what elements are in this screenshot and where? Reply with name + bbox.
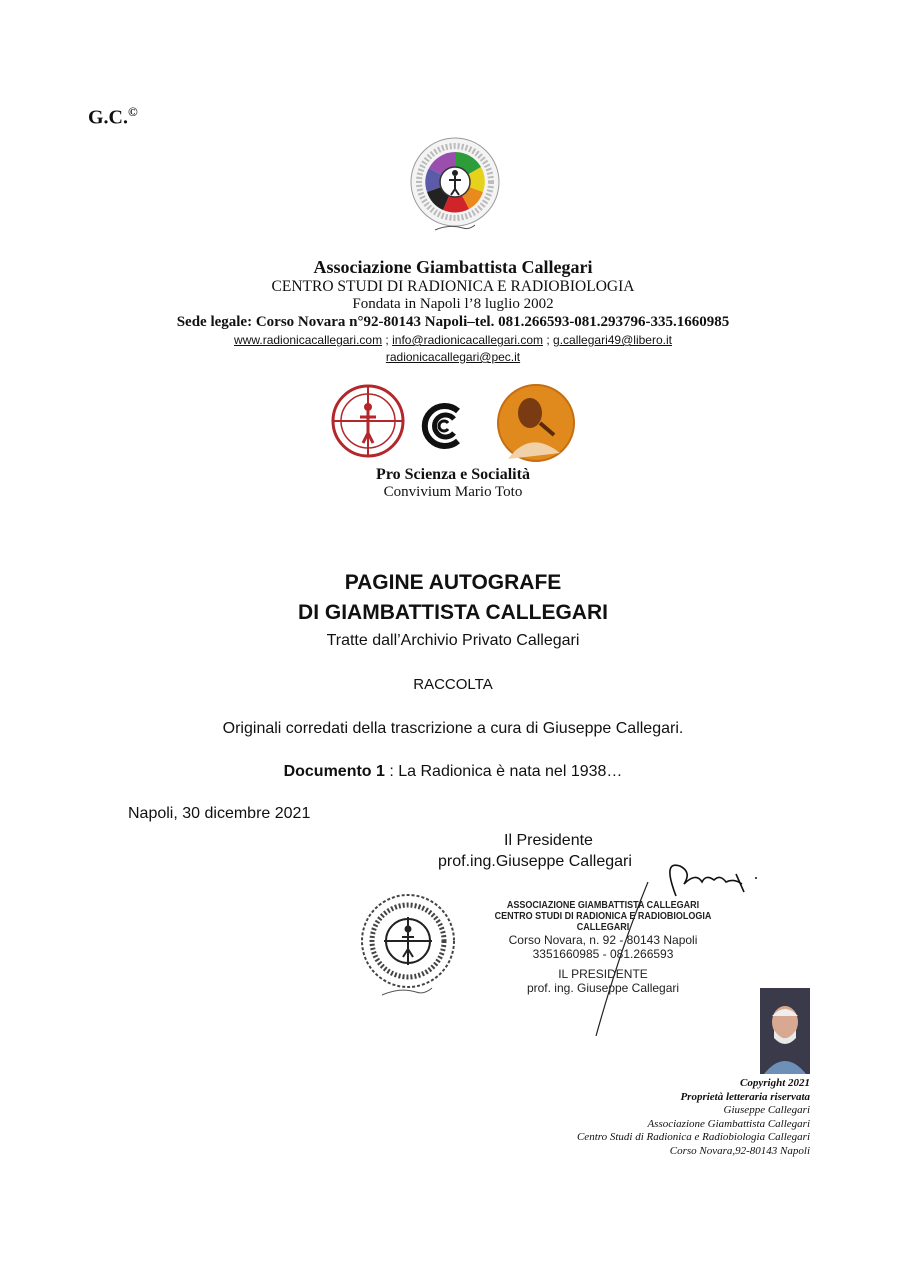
- document-subtitle: Tratte dall’Archivio Privato Callegari: [326, 632, 580, 649]
- personal-email-link[interactable]: g.callegari49@libero.it: [553, 333, 672, 347]
- portrait-photo-icon: [760, 988, 810, 1074]
- document-date: Napoli, 30 dicembre 2021: [128, 805, 311, 822]
- association-stamp: [463, 900, 743, 995]
- gc-mark-text: G.C.: [88, 106, 128, 129]
- originali-line: Originali corredati della trascrizione a cura di Giuseppe Callegari.: [222, 720, 684, 737]
- copyright-line-6: Corso Novara,92-80143 Napoli: [669, 1144, 810, 1157]
- stamp-logo-icon: [352, 889, 464, 1006]
- association-links: [0, 333, 906, 347]
- gc-mark: [88, 104, 138, 130]
- website-link[interactable]: www.radionicacallegari.com: [234, 333, 383, 347]
- association-logo-icon: [403, 132, 507, 245]
- stamp-line-2: CENTRO STUDI DI RADIONICA E RADIOBIOLOGIA CALLEGARI: [494, 911, 712, 933]
- pec-email-link[interactable]: radionicacallegari@pec.it: [385, 350, 521, 364]
- stamp-line-3: Corso Novara, n. 92 - 80143 Napoli: [508, 933, 698, 947]
- association-address: Sede legale: Corso Novara n°92-80143 Napoli–tel. 081.266593-081.293796-335.1660985: [176, 314, 730, 330]
- association-name: Associazione Giambattista Callegari: [313, 257, 593, 277]
- copyright-line-5: Centro Studi di Radionica e Radiobiologia Callegari: [576, 1131, 810, 1143]
- pro-scienza-label: Pro Scienza e Socialità: [376, 466, 530, 483]
- copyright-line-4: Associazione Giambattista Callegari: [647, 1117, 810, 1130]
- copyright-line-2: Proprietà letteraria riservata: [680, 1090, 810, 1103]
- badges-row: [330, 383, 580, 473]
- copyright-block: [520, 1077, 810, 1158]
- documento-label: Documento 1: [283, 763, 385, 780]
- copyright-symbol: ©: [128, 104, 138, 119]
- president-role: Il Presidente: [504, 832, 593, 849]
- stamp-line-4: 3351660985 - 081.266593: [532, 947, 674, 961]
- document-title-line2: DI GIAMBATTISTA CALLEGARI: [298, 601, 608, 624]
- convivium-label: Convivium Mario Toto: [383, 484, 523, 500]
- copyright-line-3: Giuseppe Callegari: [723, 1104, 810, 1116]
- copyright-line-1: Copyright 2021: [740, 1077, 810, 1089]
- radiobiology-emblem-icon: [333, 386, 403, 456]
- pec-line: [0, 350, 906, 364]
- documento-line: [0, 763, 906, 781]
- stamp-line-6: prof. ing. Giuseppe Callegari: [526, 981, 680, 995]
- stamp-line-5: IL PRESIDENTE: [558, 967, 648, 981]
- link-separator: ;: [382, 333, 393, 347]
- association-founded: Fondata in Napoli l’8 luglio 2002: [352, 296, 554, 312]
- document-title-line1: PAGINE AUTOGRAFE: [344, 571, 562, 594]
- handwritten-signature-icon: [640, 852, 770, 907]
- stamp-line-1: ASSOCIAZIONE GIAMBATTISTA CALLEGARI: [506, 900, 700, 911]
- info-email-link[interactable]: info@radionicacallegari.com: [392, 333, 544, 347]
- documento-text: : La Radionica è nata nel 1938…: [384, 763, 623, 780]
- raccolta-label: RACCOLTA: [413, 676, 493, 693]
- portrait-badge-icon: [498, 385, 574, 461]
- cc-symbol-icon: [425, 406, 458, 446]
- link-separator: ;: [543, 333, 554, 347]
- association-centro: CENTRO STUDI DI RADIONICA E RADIOBIOLOGIA: [271, 278, 635, 295]
- president-name: prof.ing.Giuseppe Callegari: [438, 853, 632, 870]
